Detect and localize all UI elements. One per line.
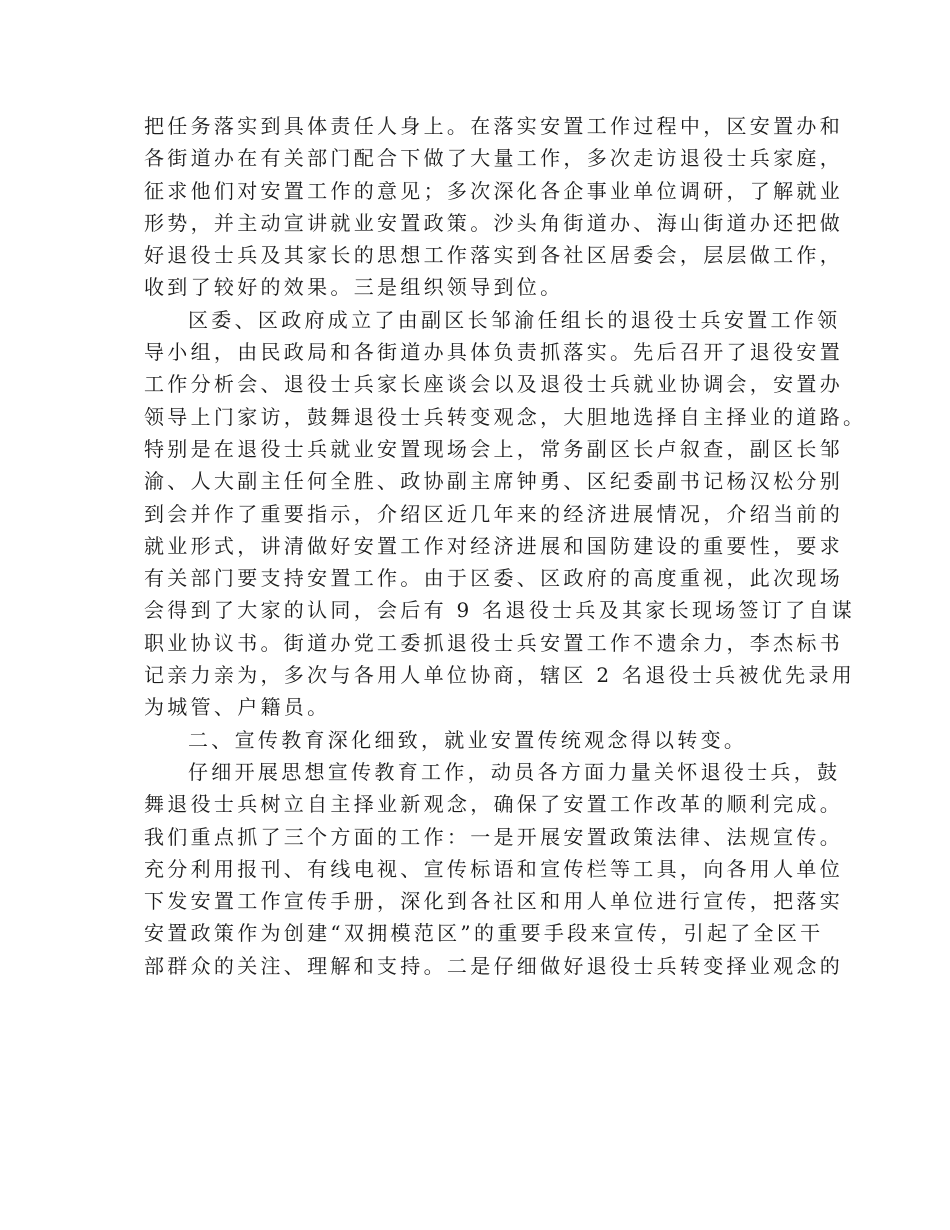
text-line: 渝、人大副主任何全胜、政协副主席钟勇、区纪委副书记杨汉松分别: [144, 469, 843, 494]
text-line: 安置政策作为创建“双拥模范区”的重要手段来宣传，引起了全区干: [144, 921, 824, 946]
text-line: 职业协议书。街道办党工委抓退役士兵安置工作不遗余力，李杰标书: [144, 630, 843, 655]
body-text: [144, 110, 867, 982]
text-line: 领导上门家访，鼓舞退役士兵转变观念，大胆地选择自主择业的道路。: [144, 404, 867, 429]
paragraph-first-line: 仔细开展思想宣传教育工作，动员各方面力量关怀退役士兵，鼓: [188, 759, 841, 784]
text-line: 导小组，由民政局和各街道办具体负责抓落实。先后召开了退役安置: [144, 340, 843, 365]
text-line: 记亲力亲为，多次与各用人单位协商，辖区 2 名退役士兵被优先录用: [144, 663, 856, 688]
text-line: 我们重点抓了三个方面的工作：一是开展安置政策法律、法规宣传。: [144, 824, 843, 849]
text-line: 有关部门要支持安置工作。由于区委、区政府的高度重视，此次现场: [144, 566, 843, 591]
text-line: 充分利用报刊、有线电视、宣传标语和宣传栏等工具，向各用人单位: [144, 856, 843, 881]
text-line: 部群众的关注、理解和支持。二是仔细做好退役士兵转变择业观念的: [144, 953, 843, 978]
text-line: 会得到了大家的认同，会后有 9 名退役士兵及其家长现场签订了自谋: [144, 598, 856, 623]
text-line: 到会并作了重要指示，介绍区近几年来的经济进展情况，介绍当前的: [144, 501, 843, 526]
text-line: 把任务落实到具体责任人身上。在落实安置工作过程中，区安置办和: [144, 114, 843, 138]
text-line: 各街道办在有关部门配合下做了大量工作，多次走访退役士兵家庭，: [144, 146, 843, 171]
text-line: 工作分析会、退役士兵家长座谈会以及退役士兵就业协调会，安置办: [144, 372, 843, 397]
text-line: 好退役士兵及其家长的思想工作落实到各社区居委会，层层做工作，: [144, 243, 843, 268]
paragraph-first-line: 二、宣传教育深化细致，就业安置传统观念得以转变。: [188, 727, 748, 752]
paragraph-first-line: 区委、区政府成立了由副区长邹渝任组长的退役士兵安置工作领: [188, 307, 841, 332]
text-line: 为城管、户籍员。: [144, 695, 331, 720]
text-line: 收到了较好的效果。三是组织领导到位。: [144, 275, 564, 300]
text-line: 形势，并主动宣讲就业安置政策。沙头角街道办、海山街道办还把做: [144, 210, 843, 235]
text-line: 就业形式，讲清做好安置工作对经济进展和国防建设的重要性，要求: [144, 533, 843, 558]
text-line: 下发安置工作宣传手册，深化到各社区和用人单位进行宣传，把落实: [144, 889, 843, 914]
text-line: 征求他们对安置工作的意见；多次深化各企事业单位调研，了解就业: [144, 178, 843, 203]
text-line: 舞退役士兵树立自主择业新观念，确保了安置工作改革的顺利完成。: [144, 792, 843, 817]
text-line: 特别是在退役士兵就业安置现场会上，常务副区长卢叙查，副区长邹: [144, 436, 843, 461]
